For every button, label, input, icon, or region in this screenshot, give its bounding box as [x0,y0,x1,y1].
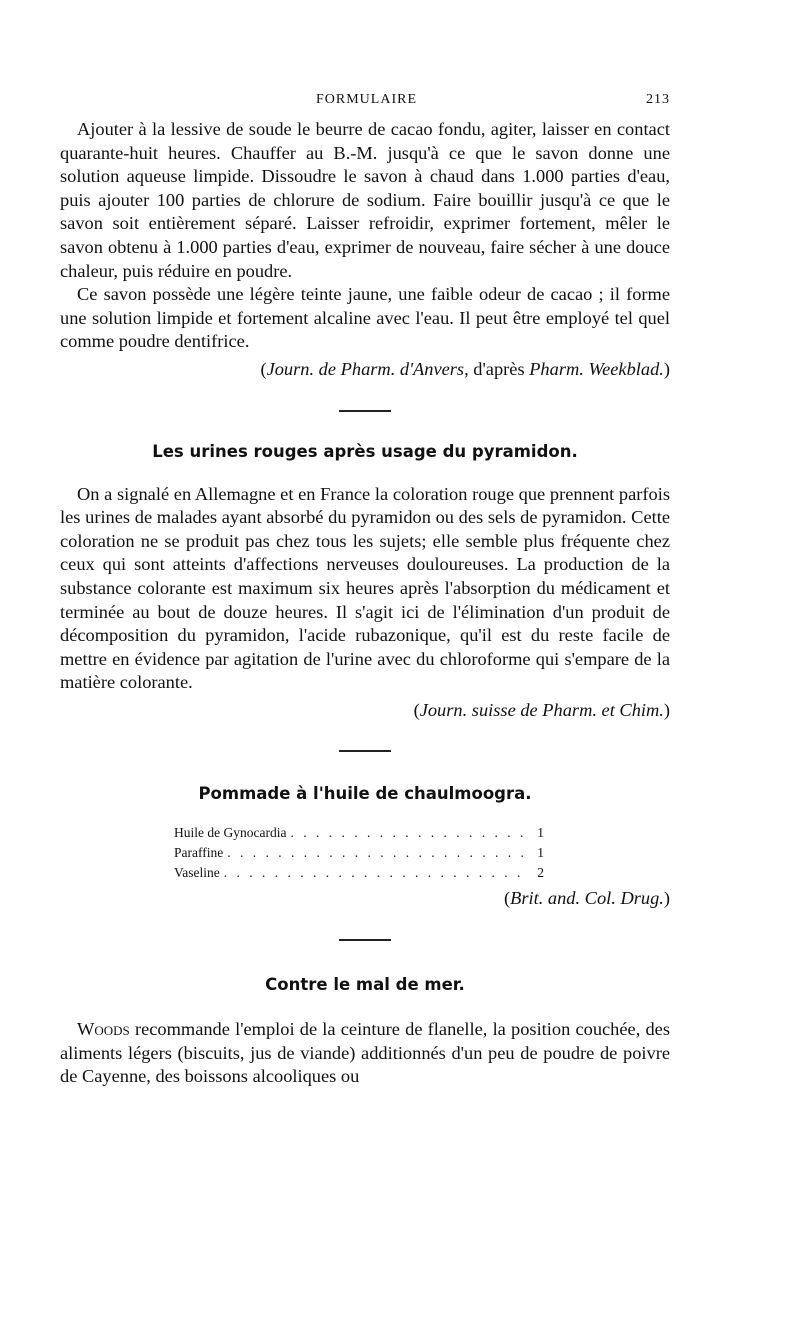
ingredient-row [174,843,544,863]
ingredient-quantity: 1 [537,825,544,841]
section-divider [339,750,391,752]
body-paragraph: Ce savon possède une légère teinte jaune, une faible odeur de cacao ; il forme une solution limpide et fortement alcaline avec l'eau. Il peut être employé tel quel comme poudre dentifrice. [60,284,670,352]
ingredient-list [174,823,544,883]
citation: (Journ. de Pharm. d'Anvers, d'après Pharm. Weekblad.) [260,358,670,379]
section-title: Contre le mal de mer. [265,975,465,995]
book-page [60,92,670,1089]
ingredient-row [174,823,544,843]
ingredient-name: Huile de Gynocardia [174,825,287,841]
page-header [60,92,670,118]
citation-journal: Journ. de Pharm. d'Anvers [266,358,465,379]
section-divider [339,939,391,941]
body-paragraph: Woods recommande l'emploi de la ceinture de flanelle, la position couchée, des aliments légers (biscuits, jus de viande) additionnés d'un peu de poudre de poivre de Cayenne, des boissons alcooliques ou [60,1019,670,1087]
dot-leader [227,843,530,863]
author-name: Woods [77,1019,130,1040]
citation-source: Pharm. Weekblad. [529,358,664,379]
ingredient-quantity: 1 [537,845,544,861]
page-number: 213 [646,92,670,107]
running-title: FORMULAIRE [316,92,418,107]
citation-journal: Brit. and. Col. Drug. [510,888,664,909]
citation: (Brit. and. Col. Drug.) [503,888,670,909]
ingredient-name: Paraffine [174,845,224,861]
section-title: Les urines rouges après usage du pyramidon. [152,441,578,461]
body-paragraph: On a signalé en Allemagne et en France la coloration rouge que prennent parfois les urines de malades ayant absorbé du pyramidon ou des sels de pyramidon. Cette coloration ne se produit pas chez tous les sujets; elle semble plus fréquente chez ceux qui sont atteints d'affections nerveuses douloureuses. La production de la substance colorante est maximum six heures après l'absorption du médicament et terminée au bout de douze heures. Il s'agit ici de l'élimination d'un produit de décomposition du pyramidon, l'acide rubazonique, qu'il est du reste facile de mettre en évidence par agitation de l'urine avec du chloroforme qui s'empare de la matière colorante. [60,483,670,693]
body-paragraph: Ajouter à la lessive de soude le beurre de cacao fondu, agiter, laisser en contact quarante-huit heures. Chauffer au B.-M. jusqu'à ce que le savon donne une solution aqueuse limpide. Dissoudre le savon à chaud dans 1.000 parties d'eau, puis ajouter 100 parties de chlorure de sodium. Faire bouillir jusqu'à ce que le savon soit entièrement séparé. Laisser refroidir, exprimer fortement, mêler le savon obtenu à 1.000 parties d'eau, exprimer de nouveau, faire sécher à une douce chaleur, puis réduire en poudre. [60,119,670,281]
section-title: Pommade à l'huile de chaulmoogra. [198,784,532,804]
dot-leader [290,823,530,843]
citation-journal: Journ. suisse de Pharm. et Chim. [419,699,664,720]
ingredient-name: Vaseline [174,865,220,881]
section-divider [339,410,391,412]
ingredient-quantity: 2 [537,865,544,881]
citation: (Journ. suisse de Pharm. et Chim.) [413,699,670,720]
ingredient-row [174,863,544,883]
dot-leader [224,863,530,883]
